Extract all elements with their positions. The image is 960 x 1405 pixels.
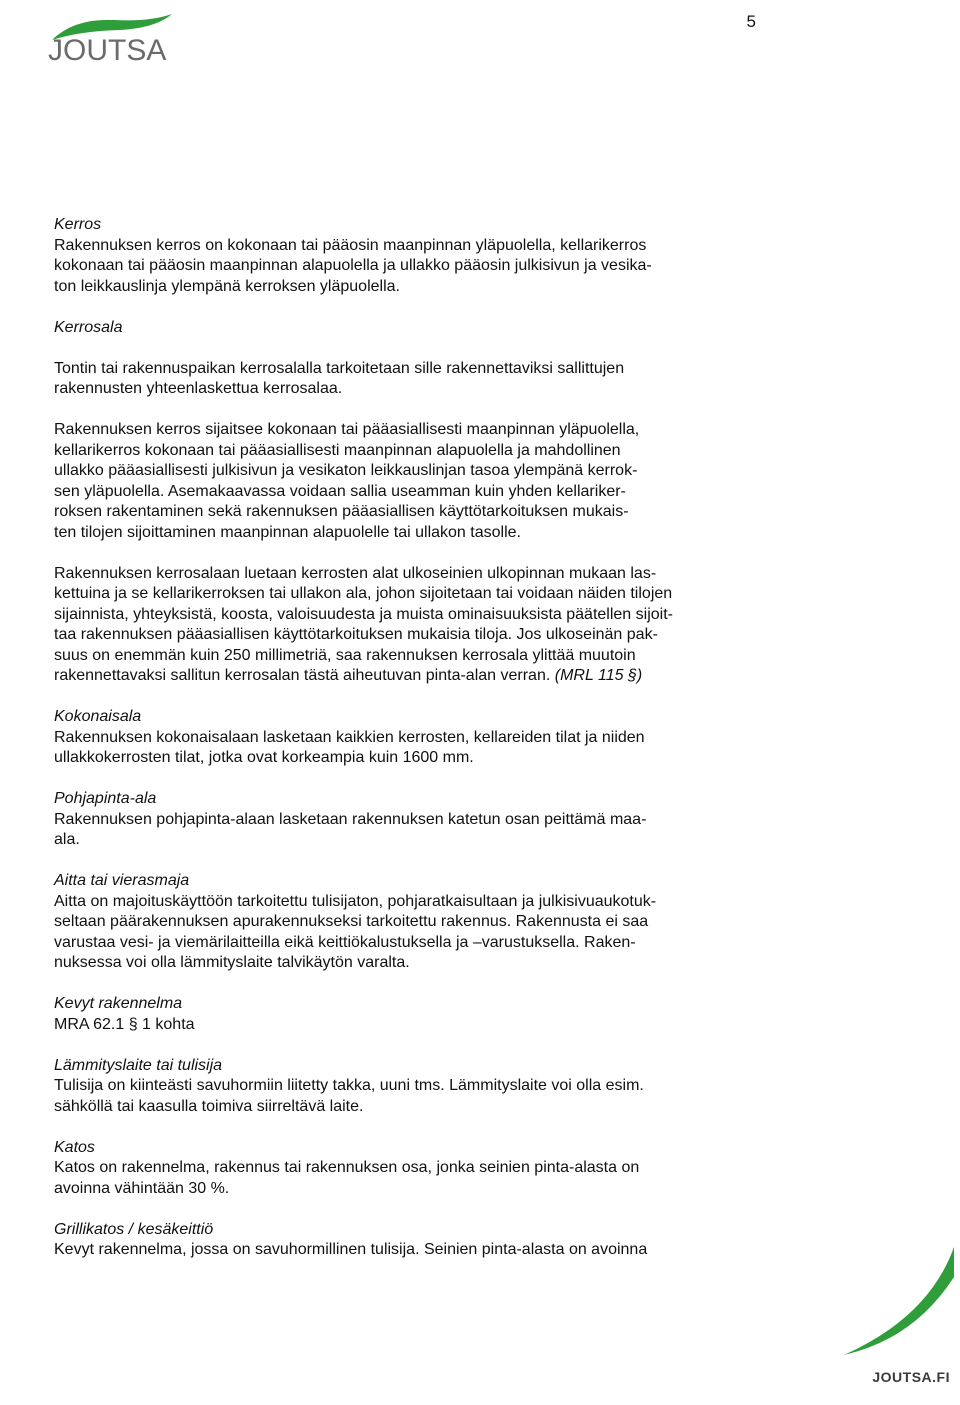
legal-reference: (MRL 115 §) (554, 667, 643, 684)
paragraph-gap (54, 851, 734, 872)
text-line-content: rakennettavaksi sallitun kerrosalan tästä aiheutuvan pinta-alan verran. (54, 667, 551, 684)
text-line-content: ten tilojen sijoittaminen maanpinnan alapuolelle tai ullakon tasolle. (54, 523, 521, 541)
text-line-content: sijainnista, yhteyksistä, koosta, valoisuudesta ja muista ominaisuuksista päätellen sijoit- (54, 605, 673, 623)
text-line-content: Aitta on majoituskäyttöön tarkoitettu tulisijaton, pohjaratkaisultaan ja julkisivuaukotuk- (54, 892, 657, 910)
text-line-content: taa rakennuksen pääasiallisen käyttötarkoituksen mukaisia tiloja. Jos ulkoseinän pak- (54, 626, 658, 643)
text-line (54, 1015, 734, 1036)
text-line (54, 666, 734, 687)
text-line (54, 1158, 734, 1179)
text-line (54, 1076, 734, 1097)
text-line-content: kellarikerros kokonaan tai pääasiallisesti maanpinnan alapuolella ja mahdollinen (54, 441, 621, 459)
paragraph-gap (54, 1199, 734, 1220)
text-line-content: ullakko pääasiallisesti julkisivun ja vesikaton leikkauslinjan tasoa ylempänä kerrok- (54, 462, 638, 479)
section-heading: Lämmityslaite tai tulisija (54, 1056, 223, 1074)
paragraph-gap (54, 974, 734, 995)
logo-wordmark: JOUTSA (48, 34, 167, 67)
text-line (54, 564, 734, 585)
text-line (54, 1097, 734, 1118)
text-line-content: avoinna vähintään 30 %. (54, 1179, 230, 1197)
section-heading: Katos (54, 1138, 95, 1156)
text-line (54, 277, 734, 298)
page-number: 5 (746, 12, 756, 31)
section-heading: Kevyt rakennelma (54, 995, 183, 1012)
text-line-content: Kevyt rakennelma, jossa on savuhormillinen tulisija. Seinien pinta-alasta on avoinna (54, 1241, 648, 1258)
text-line-content: ala. (54, 831, 80, 848)
section-heading: Pohjapinta-ala (54, 790, 157, 807)
section-heading: Kerros (54, 216, 102, 233)
text-line (54, 502, 734, 523)
text-line-content: suus on enemmän kuin 250 millimetriä, saa rakennuksen kerrosala ylittää muutoin (54, 646, 636, 664)
text-line-content: kettuina ja se kellarikerroksen tai ullakon ala, johon sijoitetaan tai voidaan näiden tilojen (54, 585, 673, 602)
joutsa-logo (44, 10, 184, 72)
text-line-content: seltaan päärakennuksen apurakennukseksi tarkoitettu rakennus. Rakennusta ei saa (54, 913, 649, 930)
text-line-content: sähköllä tai kaasulla toimiva siirreltävä laite. (54, 1097, 364, 1115)
text-line (54, 584, 734, 605)
paragraph-gap (54, 400, 734, 421)
text-line-content: varustaa vesi- ja viemärilaitteilla eikä keittiökalustuksella ja –varustuksella. Raken- (54, 933, 636, 951)
text-line (54, 892, 734, 913)
heading-gap (54, 338, 734, 359)
text-line (54, 933, 734, 954)
text-line (54, 1179, 734, 1200)
text-line-content: Rakennuksen kerros on kokonaan tai pääosin maanpinnan yläpuolella, kellarikerros (54, 236, 647, 254)
text-line-content: Tulisija on kiinteästi savuhormiin liitetty takka, uuni tms. Lämmityslaite voi olla esim. (54, 1077, 644, 1094)
text-line (54, 359, 734, 380)
text-line-content: ullakkokerrosten tilat, jotka ovat korkeampia kuin 1600 mm. (54, 749, 474, 766)
text-line (54, 646, 734, 667)
text-line-content: sen yläpuolella. Asemakaavassa voidaan sallia useamman kuin yhden kellariker- (54, 482, 626, 500)
text-line (54, 523, 734, 544)
document-body (54, 215, 734, 1261)
text-line (54, 810, 734, 831)
section-heading: Kokonaisala (54, 708, 142, 725)
text-line-content: Rakennuksen kerrosalaan luetaan kerrosten alat ulkoseinien ulkopinnan mukaan las- (54, 564, 657, 582)
text-line-content: MRA 62.1 § 1 kohta (54, 1015, 195, 1033)
text-line-content: kokonaan tai pääosin maanpinnan alapuolella ja ullakko pääosin julkisivun ja vesika- (54, 257, 652, 274)
text-line-content: Rakennuksen kerros sijaitsee kokonaan tai pääasiallisesti maanpinnan yläpuolella, (54, 421, 640, 438)
paragraph-gap (54, 769, 734, 790)
paragraph-gap (54, 1035, 734, 1056)
text-line (54, 461, 734, 482)
text-line-content: Rakennuksen pohjapinta-alaan lasketaan rakennuksen katetun osan peittämä maa- (54, 810, 647, 828)
text-line-content: rakennusten yhteenlaskettua kerrosalaa. (54, 380, 343, 397)
text-line (54, 1240, 734, 1261)
section-heading: Grillikatos / kesäkeittiö (54, 1220, 214, 1238)
text-line (54, 379, 734, 400)
section-heading: Aitta tai vierasmaja (54, 872, 190, 889)
footer-brand-text: JOUTSA.FI (872, 1369, 950, 1385)
text-line (54, 912, 734, 933)
text-line (54, 728, 734, 749)
text-line (54, 625, 734, 646)
text-line (54, 748, 734, 769)
text-line (54, 420, 734, 441)
paragraph-gap (54, 543, 734, 564)
text-line (54, 482, 734, 503)
text-line-content: Katos on rakennelma, rakennus tai rakennuksen osa, jonka seinien pinta-alasta on (54, 1159, 640, 1176)
text-line (54, 441, 734, 462)
text-line (54, 605, 734, 626)
text-line (54, 236, 734, 257)
paragraph-gap (54, 687, 734, 708)
text-line-content: ton leikkauslinja ylempänä kerroksen yläpuolella. (54, 277, 400, 295)
text-line-content: Rakennuksen kokonaisalaan lasketaan kaikkien kerrosten, kellareiden tilat ja niiden (54, 728, 645, 746)
paragraph-gap (54, 297, 734, 318)
text-line (54, 256, 734, 277)
text-line (54, 830, 734, 851)
text-line-content: Tontin tai rakennuspaikan kerrosalalla tarkoitetaan sille rakennettaviksi sallittujen (54, 359, 625, 377)
text-line-content: nuksessa voi olla lämmityslaite talvikäytön varalta. (54, 954, 410, 971)
section-heading: Kerrosala (54, 318, 123, 336)
paragraph-gap (54, 1117, 734, 1138)
text-line-content: roksen rakentaminen sekä rakennuksen pääasiallisen käyttötarkoituksen mukais- (54, 503, 629, 520)
text-line (54, 953, 734, 974)
